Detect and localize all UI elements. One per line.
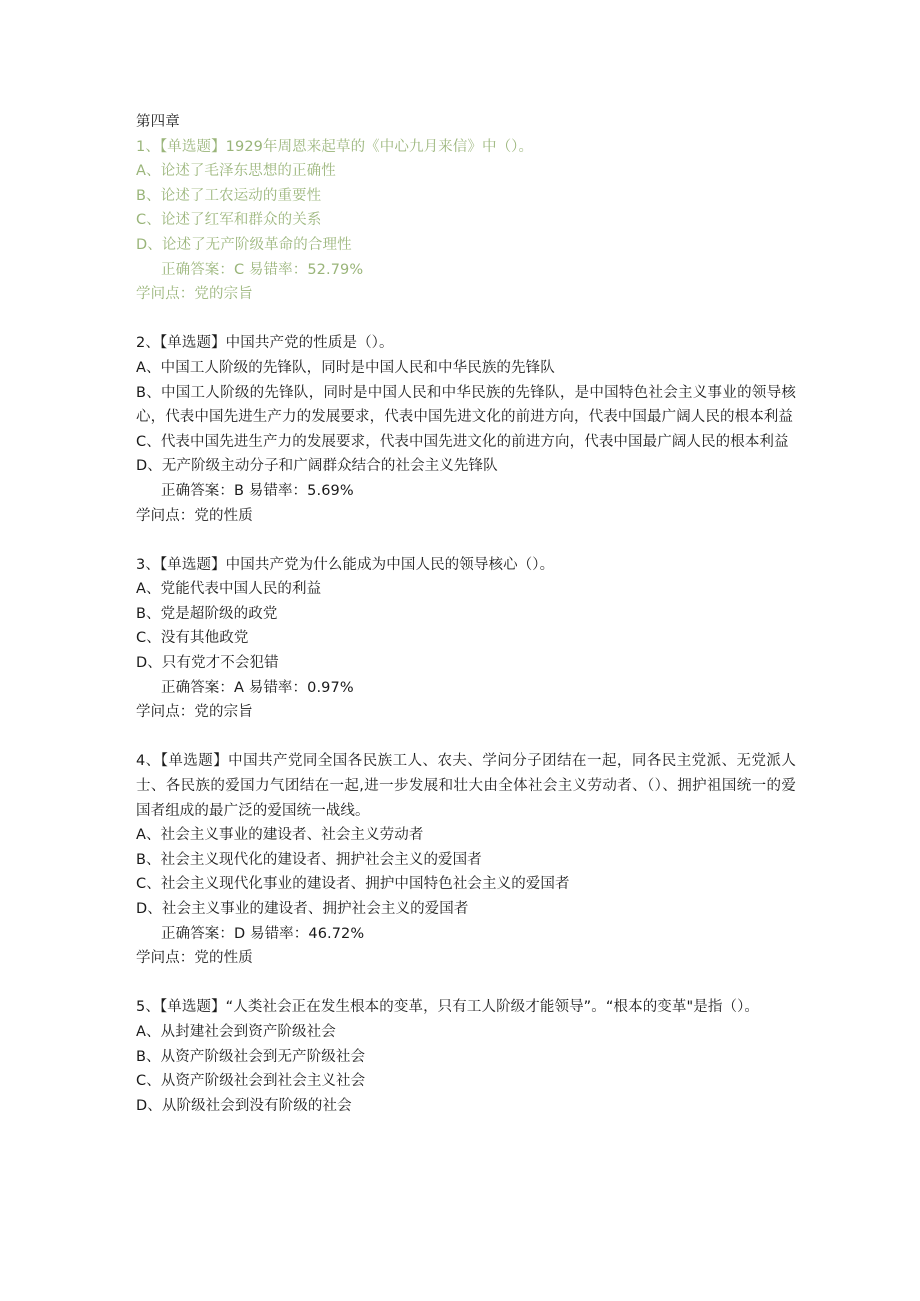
- question-stem: 1、【单选题】1929年周恩来起草的《中心九月来信》中（）。: [136, 138, 534, 155]
- knowledge-point: 学问点：党的性质: [136, 950, 253, 967]
- option-d: D、无产阶级主动分子和广阔群众结合的社会主义先锋队: [136, 458, 498, 475]
- answer-line: 正确答案：B 易错率：5.69%: [161, 482, 354, 499]
- option-a: A、中国工人阶级的先锋队，同时是中国人民和中华民族的先锋队: [136, 359, 555, 376]
- chapter-title: 第四章: [136, 114, 180, 130]
- answer-line: 正确答案：C 易错率：52.79%: [161, 261, 364, 278]
- document-page: [136, 110, 796, 1118]
- knowledge-point: 学问点：党的宗旨: [136, 704, 253, 721]
- option-b: B、党是超阶级的政党: [136, 605, 278, 622]
- knowledge-point: 学问点：党的宗旨: [136, 286, 253, 303]
- question-2: [136, 331, 796, 528]
- spacer: [136, 725, 796, 750]
- option-c: C、从资产阶级社会到社会主义社会: [136, 1073, 366, 1090]
- answer-line: 正确答案：A 易错率：0.97%: [161, 679, 354, 696]
- option-c: C、社会主义现代化事业的建设者、拥护中国特色社会主义的爱国者: [136, 876, 570, 893]
- option-d: D、社会主义事业的建设者、拥护社会主义的爱国者: [136, 901, 469, 917]
- question-3: [136, 553, 796, 725]
- question-stem: 2、【单选题】中国共产党的性质是（）。: [136, 335, 394, 352]
- question-stem: 5、【单选题】“人类社会正在发生根本的变革，只有工人阶级才能领导”。“根本的变革"是指（）。: [136, 999, 760, 1016]
- option-b: B、论述了工农运动的重要性: [136, 187, 322, 204]
- option-b: B、从资产阶级社会到无产阶级社会: [136, 1048, 366, 1065]
- answer-line: 正确答案：D 易错率：46.72%: [161, 925, 365, 942]
- question-5: [136, 995, 796, 1118]
- option-c: C、代表中国先进生产力的发展要求，代表中国先进文化的前进方向，代表中国最广阔人民的根本利益: [136, 433, 789, 450]
- spacer: [136, 528, 796, 553]
- spacer: [136, 307, 796, 332]
- question-stem: 3、【单选题】中国共产党为什么能成为中国人民的领导核心（）。: [136, 556, 555, 573]
- option-c: C、论述了红军和群众的关系: [136, 212, 322, 229]
- option-a: A、社会主义事业的建设者、社会主义劳动者: [136, 827, 424, 844]
- question-stem: 4、【单选题】中国共产党同全国各民族工人、农夫、学问分子团结在一起，同各民主党派、无党派人士、各民族的爱国力气团结在一起,进一步发展和壮大由全体社会主义劳动者、（）、拥护祖国统一的爱国者组成的最广泛的爱国统一战线。: [136, 753, 796, 819]
- question-4: [136, 749, 796, 970]
- option-a: A、从封建社会到资产阶级社会: [136, 1023, 336, 1040]
- option-a: A、党能代表中国人民的利益: [136, 581, 322, 598]
- option-a: A、论述了毛泽东思想的正确性: [136, 163, 336, 180]
- option-d: D、从阶级社会到没有阶级的社会: [136, 1097, 352, 1114]
- option-d: D、论述了无产阶级革命的合理性: [136, 236, 352, 253]
- knowledge-point: 学问点：党的性质: [136, 507, 253, 524]
- option-b: B、中国工人阶级的先锋队，同时是中国人民和中华民族的先锋队，是中国特色社会主义事业的领导核心，代表中国先进生产力的发展要求，代表中国先进文化的前进方向，代表中国最广阔人民的根本利益: [136, 384, 796, 426]
- question-1: [136, 135, 796, 307]
- option-b: B、社会主义现代化的建设者、拥护社会主义的爱国者: [136, 851, 482, 868]
- spacer: [136, 971, 796, 996]
- option-d: D、只有党才不会犯错: [136, 655, 279, 672]
- option-c: C、没有其他政党: [136, 630, 249, 647]
